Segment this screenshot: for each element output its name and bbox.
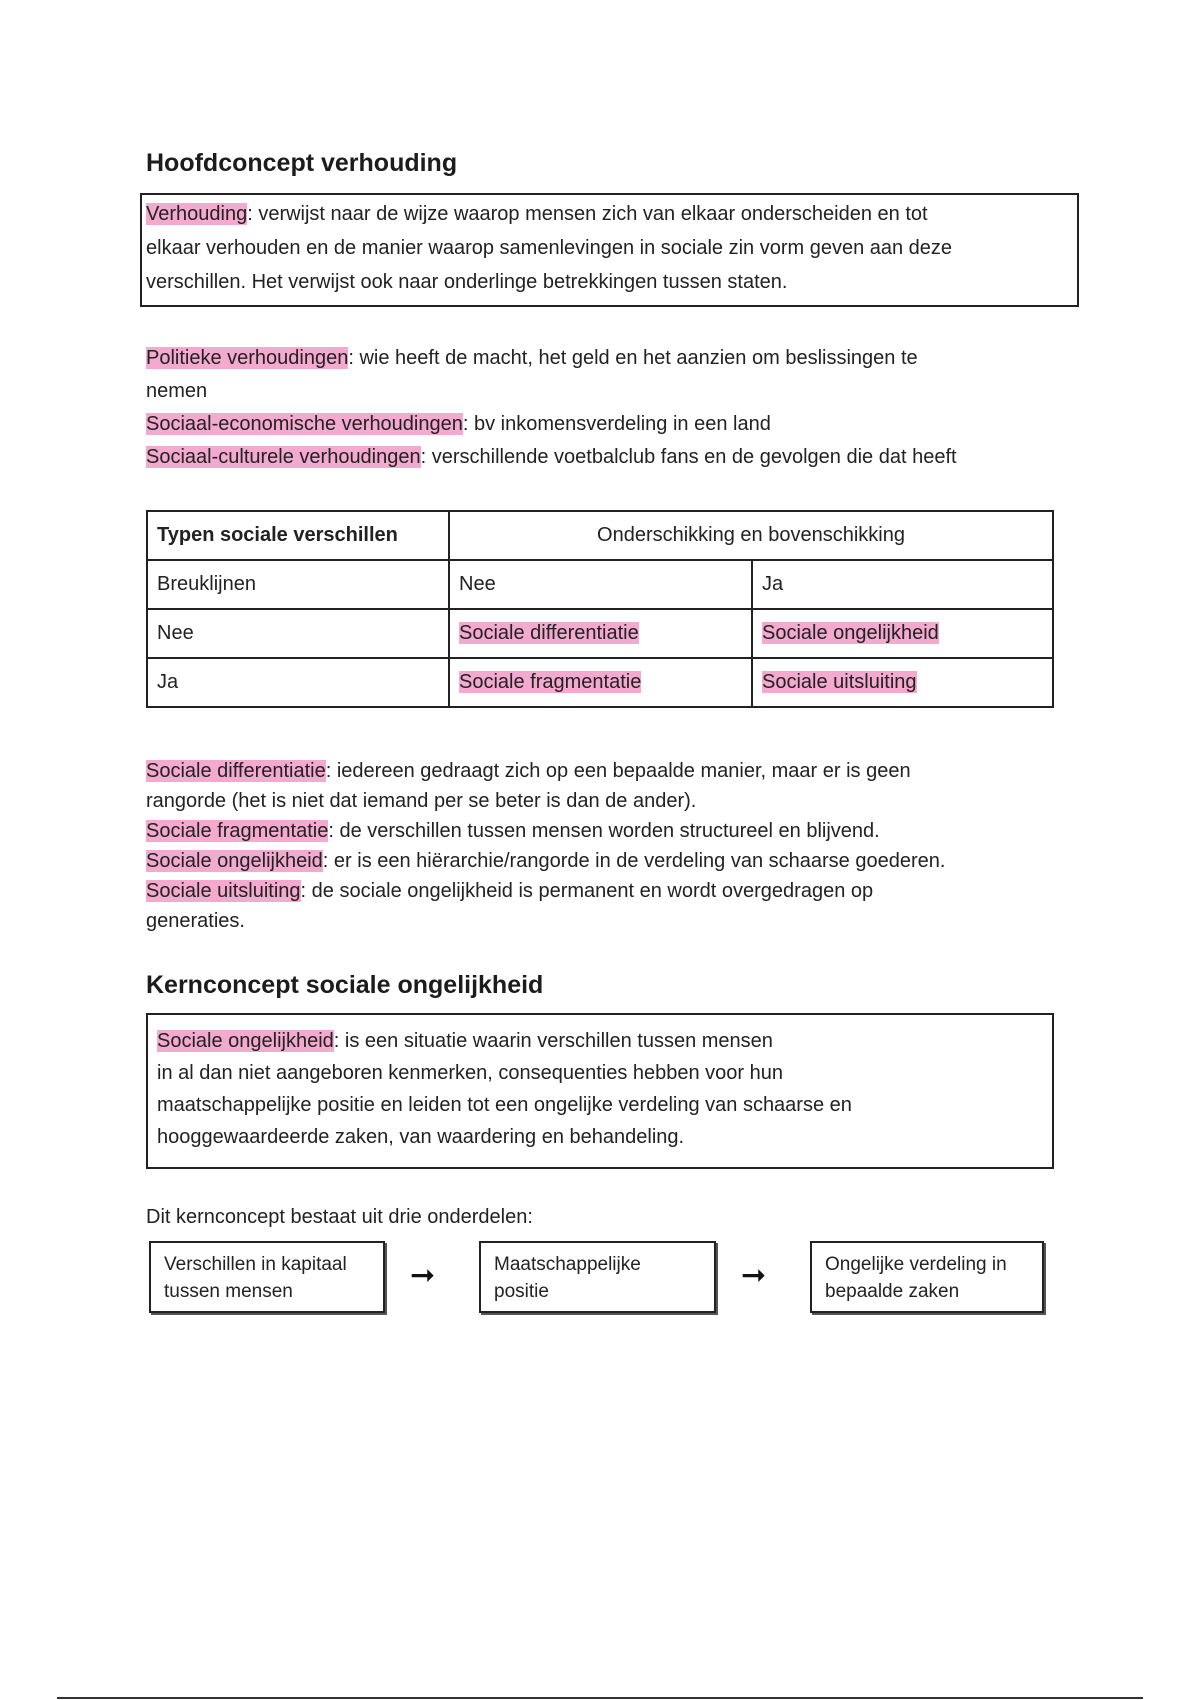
- table-cell: [449, 609, 752, 658]
- term-sociale-uitsluiting: Sociale uitsluiting: [146, 880, 301, 902]
- table-row-header: Breuklijnen: [147, 560, 449, 609]
- definition-line-1: [157, 1025, 1043, 1057]
- term-sociale-ongelijkheid: Sociale ongelijkheid: [146, 850, 323, 872]
- table-row-label: Ja: [147, 658, 449, 707]
- heading-hoofdconcept: Hoofdconcept verhouding: [146, 149, 458, 177]
- flow-box-line-1: Ongelijke verdeling in: [825, 1254, 1007, 1275]
- type-sociaal-economisch: [146, 408, 1066, 441]
- definition-line-2: elkaar verhouden en de manier waarop samenlevingen in sociale zin vorm geven aan deze: [146, 237, 953, 259]
- flow-box-verdeling: [810, 1241, 1044, 1313]
- cell-sociale-differentiatie: Sociale differentiatie: [459, 622, 639, 644]
- flow-box-kapitaal: [149, 1241, 385, 1313]
- type-sociaal-economisch-text: : bv inkomensverdeling in een land: [462, 413, 771, 435]
- cell-sociale-ongelijkheid: Sociale ongelijkheid: [762, 622, 939, 644]
- explanation-differentiatie-cont: rangorde (het is niet dat iemand per se beter is dan de ander).: [146, 790, 697, 812]
- term-politieke-verhoudingen: Politieke verhoudingen: [146, 347, 349, 369]
- explanations-list: [146, 756, 1066, 936]
- table-header-row: [147, 511, 1053, 560]
- heading-kernconcept: Kernconcept sociale ongelijkheid: [146, 971, 544, 999]
- type-politiek: [146, 342, 1066, 375]
- type-sociaal-cultureel: [146, 441, 1066, 474]
- table-col-ja: Ja: [752, 560, 1053, 609]
- term-sociaal-culturele-verhoudingen: Sociaal-culturele verhoudingen: [146, 446, 421, 468]
- definition-line-4: hooggewaardeerde zaken, van waardering en behandeling.: [157, 1126, 685, 1148]
- definition-text-1: : verwijst naar de wijze waarop mensen zich van elkaar onderscheiden en tot: [247, 203, 928, 225]
- table-cell: [449, 658, 752, 707]
- table-subheader-row: [147, 560, 1053, 609]
- types-list: [146, 342, 1066, 474]
- flow-box-line-1: Verschillen in kapitaal: [164, 1254, 347, 1275]
- social-differences-table: [146, 510, 1054, 708]
- table-row-label: Nee: [147, 609, 449, 658]
- table-cell: [752, 658, 1053, 707]
- footer-divider: [57, 1697, 1143, 1699]
- definition-line-1: [146, 197, 1073, 231]
- table-row: [147, 609, 1053, 658]
- definition-box-sociale-ongelijkheid: [146, 1013, 1054, 1169]
- type-sociaal-cultureel-text: : verschillende voetbalclub fans en de gevolgen die dat heeft: [420, 446, 957, 468]
- term-sociaal-economische-verhoudingen: Sociaal-economische verhoudingen: [146, 413, 463, 435]
- table-corner-cell: Typen sociale verschillen: [147, 511, 449, 560]
- explanation-fragmentatie-text: : de verschillen tussen mensen worden structureel en blijvend.: [328, 820, 880, 842]
- table-cell: [752, 609, 1053, 658]
- flow-box-line-1: Maatschappelijke: [494, 1254, 641, 1275]
- definition-line-3: maatschappelijke positie en leiden tot een ongelijke verdeling van schaarse en: [157, 1094, 852, 1116]
- explanation-ongelijkheid-text: : er is een hiërarchie/rangorde in de verdeling van schaarse goederen.: [322, 850, 946, 872]
- flow-box-positie: [479, 1241, 716, 1313]
- flow-intro: Dit kernconcept bestaat uit drie onderdelen:: [146, 1206, 533, 1228]
- definition-text-1: : is een situatie waarin verschillen tussen mensen: [333, 1030, 773, 1052]
- table-col-nee: Nee: [449, 560, 752, 609]
- explanation-ongelijkheid: [146, 846, 1066, 876]
- explanation-uitsluiting-text: : de sociale ongelijkheid is permanent en wordt overgedragen op: [300, 880, 874, 902]
- explanation-uitsluiting-cont: generaties.: [146, 910, 245, 932]
- explanation-differentiatie: [146, 756, 1066, 786]
- table-top-header: Onderschikking en bovenschikking: [449, 511, 1053, 560]
- explanation-fragmentatie: [146, 816, 1066, 846]
- cell-sociale-uitsluiting: Sociale uitsluiting: [762, 671, 917, 693]
- type-politiek-text: : wie heeft de macht, het geld en het aanzien om beslissingen te: [348, 347, 918, 369]
- explanation-differentiatie-text: : iedereen gedraagt zich op een bepaalde manier, maar er is geen: [325, 760, 911, 782]
- arrow-right-icon: ➞: [410, 1259, 436, 1292]
- cell-sociale-fragmentatie: Sociale fragmentatie: [459, 671, 642, 693]
- term-verhouding: Verhouding: [146, 203, 248, 225]
- table-row: [147, 658, 1053, 707]
- definition-line-3: verschillen. Het verwijst ook naar onderlinge betrekkingen tussen staten.: [146, 271, 788, 293]
- flow-box-line-2: positie: [494, 1281, 549, 1302]
- definition-line-2: in al dan niet aangeboren kenmerken, consequenties hebben voor hun: [157, 1062, 784, 1084]
- explanation-uitsluiting: [146, 876, 1066, 906]
- arrow-right-icon: ➞: [741, 1259, 767, 1292]
- definition-box-verhouding: [140, 193, 1079, 307]
- term-sociale-ongelijkheid-def: Sociale ongelijkheid: [157, 1030, 334, 1052]
- term-sociale-fragmentatie: Sociale fragmentatie: [146, 820, 329, 842]
- flow-box-line-2: tussen mensen: [164, 1281, 293, 1302]
- type-politiek-cont: nemen: [146, 380, 208, 402]
- term-sociale-differentiatie: Sociale differentiatie: [146, 760, 326, 782]
- flow-box-line-2: bepaalde zaken: [825, 1281, 960, 1302]
